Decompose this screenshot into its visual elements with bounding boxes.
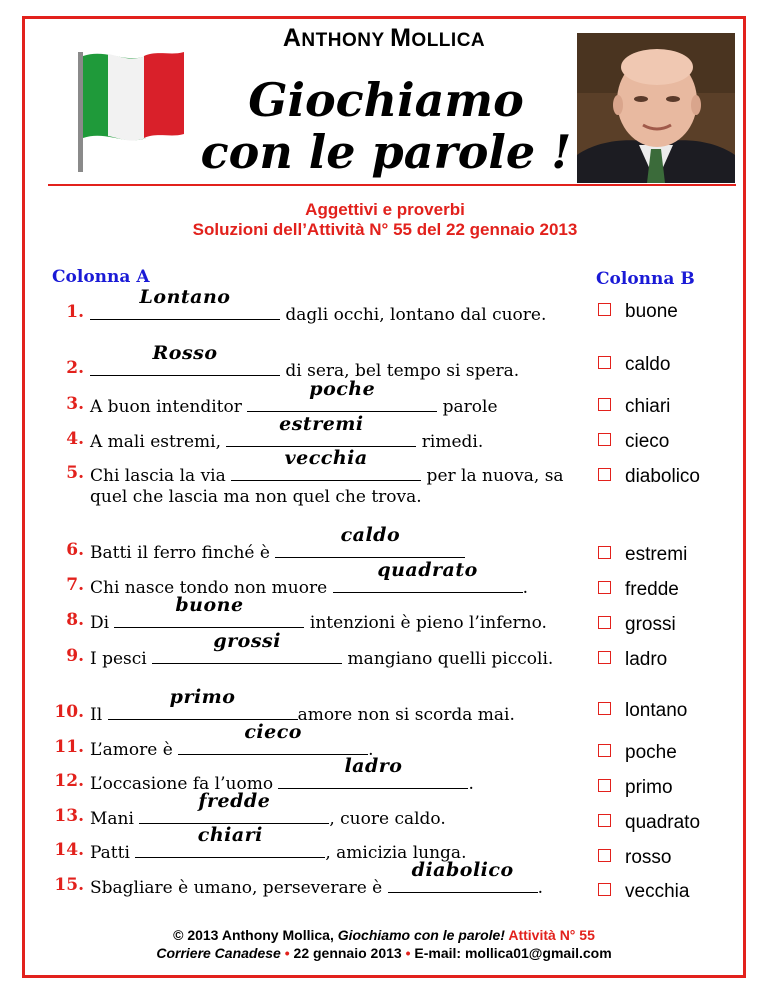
checkbox-icon — [598, 468, 611, 481]
answer-blank: fredde — [139, 806, 329, 824]
checkbox-icon — [598, 883, 611, 896]
answer-blank: primo — [108, 702, 298, 720]
footer-line-2: Corriere Canadese • 22 gennaio 2013 • E-mail: mollica01@gmail.com — [156, 945, 612, 961]
title-line-2: con le parole ! — [200, 125, 572, 179]
footer — [40, 926, 728, 962]
answer-blank: grossi — [152, 646, 342, 664]
subheading: Aggettivi e proverbi Soluzioni dell’Attività N° 55 del 22 gennaio 2013 — [192, 200, 578, 239]
option-checkbox[interactable]: poche — [598, 742, 677, 764]
option-checkbox[interactable]: quadrato — [598, 812, 700, 834]
option-checkbox[interactable]: lontano — [598, 700, 687, 722]
option-checkbox[interactable]: rosso — [598, 847, 671, 869]
column-a-heading: Colonna A — [52, 267, 150, 287]
checkbox-icon — [598, 814, 611, 827]
answer-blank: poche — [247, 394, 437, 412]
answer-blank: cieco — [178, 737, 368, 755]
page-title — [196, 74, 576, 178]
option-checkbox[interactable]: diabolico — [598, 466, 700, 488]
checkbox-icon — [598, 433, 611, 446]
checkbox-icon — [598, 303, 611, 316]
checkbox-icon — [598, 581, 611, 594]
checkbox-icon — [598, 849, 611, 862]
author-photo — [577, 33, 735, 183]
answer-blank: vecchia — [231, 463, 421, 481]
checkbox-icon — [598, 356, 611, 369]
option-checkbox[interactable]: buone — [598, 301, 678, 323]
checkbox-icon — [598, 616, 611, 629]
answer-blank: buone — [114, 610, 304, 628]
italian-flag-icon — [66, 42, 186, 172]
checkbox-icon — [598, 651, 611, 664]
option-checkbox[interactable]: primo — [598, 777, 673, 799]
answer-blank: Rosso — [90, 358, 280, 376]
author-name: ANTHONY MOLLICA — [282, 24, 486, 52]
checkbox-icon — [598, 398, 611, 411]
checkbox-icon — [598, 779, 611, 792]
checkbox-icon — [598, 744, 611, 757]
answer-blank: Lontano — [90, 302, 280, 320]
answer-blank: quadrato — [333, 575, 523, 593]
option-checkbox[interactable]: caldo — [598, 354, 670, 376]
option-checkbox[interactable]: fredde — [598, 579, 679, 601]
option-checkbox[interactable]: grossi — [598, 614, 676, 636]
header-divider — [48, 184, 736, 186]
checkbox-icon — [598, 702, 611, 715]
answer-blank: chiari — [135, 840, 325, 858]
option-checkbox[interactable]: estremi — [598, 544, 687, 566]
checkbox-icon — [598, 546, 611, 559]
option-checkbox[interactable]: chiari — [598, 396, 670, 418]
column-b-heading: Colonna B — [596, 269, 695, 289]
answer-blank: diabolico — [388, 875, 538, 893]
option-checkbox[interactable]: vecchia — [598, 881, 689, 903]
answer-blank: estremi — [226, 429, 416, 447]
footer-line-1: © 2013 Anthony Mollica, Giochiamo con le parole! Attività N° 55 — [173, 927, 595, 943]
answer-blank: ladro — [278, 771, 468, 789]
option-checkbox[interactable]: cieco — [598, 431, 669, 453]
title-line-1: Giochiamo — [248, 73, 524, 127]
answer-blank: caldo — [275, 540, 465, 558]
option-checkbox[interactable]: ladro — [598, 649, 667, 671]
